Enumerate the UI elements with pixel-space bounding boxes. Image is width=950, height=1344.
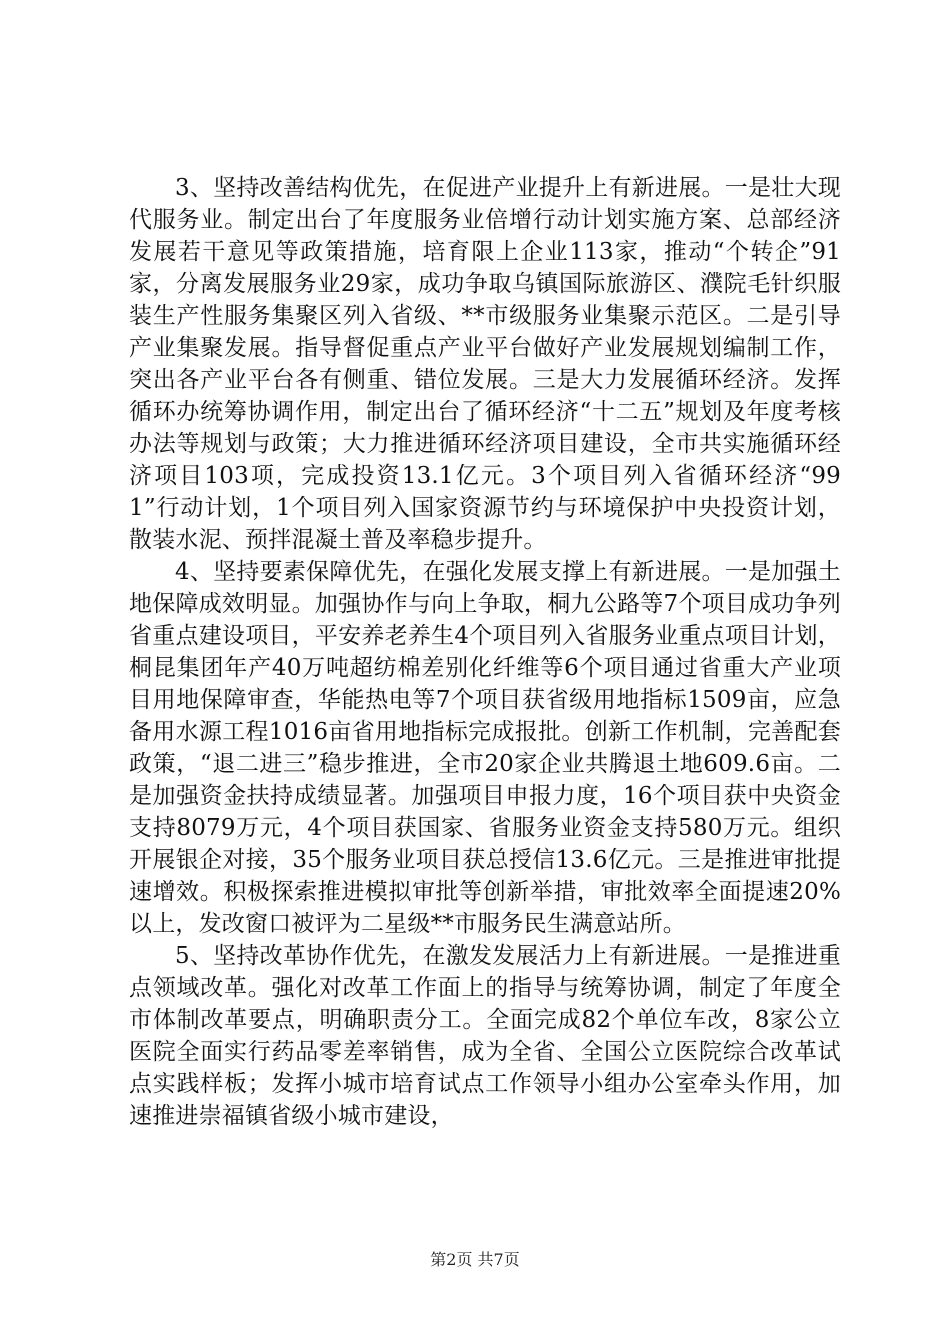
paragraph-factor-guarantee: 4、坚持要素保障优先，在强化发展支撑上有新进展。一是加强土地保障成效明显。加强协作与向上争取，桐九公路等7个项目成功争列省重点建设项目，平安养老养生4个项目列入省服务业重点项目计划，桐昆集团年产40万吨超纺棉差别化纤维等6个项目通过省重大产业项目用地保障审查，华能热电等7个项目获省级用地指标1509亩，应急备用水源工程1016亩省用地指标完成报批。创新工作机制，完善配套政策，“退二进三”稳步推进，全市20家企业共腾退土地609.6亩。二是加强资金扶持成绩显著。加强项目申报力度，16个项目获中央资金支持8079万元，4个项目获国家、省服务业资金支持580万元。组织开展银企对接，35个服务业项目获总授信13.6亿元。三是推进审批提速增效。积极探索推进模拟审批等创新举措，审批效率全面提速20%以上，发改窗口被评为二星级**市服务民生满意站所。 [129,559,841,937]
paragraph-structure: 3、坚持改善结构优先，在促进产业提升上有新进展。一是壮大现代服务业。制定出台了年度服务业倍增行动计划实施方案、总部经济发展若干意见等政策措施，培育限上企业113家，推动“个转企”91家，分离发展服务业29家，成功争取乌镇国际旅游区、濮院毛针织服装生产性服务集聚区列入省级、**市级服务业集聚示范区。二是引导产业集聚发展。指导督促重点产业平台做好产业发展规划编制工作，突出各产业平台各有侧重、错位发展。三是大力发展循环经济。发挥循环办统筹协调作用，制定出台了循环经济“十二五”规划及年度考核办法等规划与政策；大力推进循环经济项目建设，全市共实施循环经济项目103项，完成投资13.1亿元。3个项目列入省循环经济“991”行动计划，1个项目列入国家资源节约与环境保护中央投资计划，散装水泥、预拌混凝土普及率稳步提升。 [129,175,841,553]
paragraph-reform-cooperation: 5、坚持改革协作优先，在激发发展活力上有新进展。一是推进重点领域改革。强化对改革工作面上的指导与统筹协调，制定了年度全市体制改革要点，明确职责分工。全面完成82个单位车改，8家公立医院全面实行药品零差率销售，成为全省、全国公立医院综合改革试点实践样板；发挥小城市培育试点工作领导小组办公室牵头作用，加速推进崇福镇省级小城市建设， [129,943,841,1129]
document-body [129,172,841,1132]
page-number-footer: 第2页 共7页 [430,1250,520,1269]
